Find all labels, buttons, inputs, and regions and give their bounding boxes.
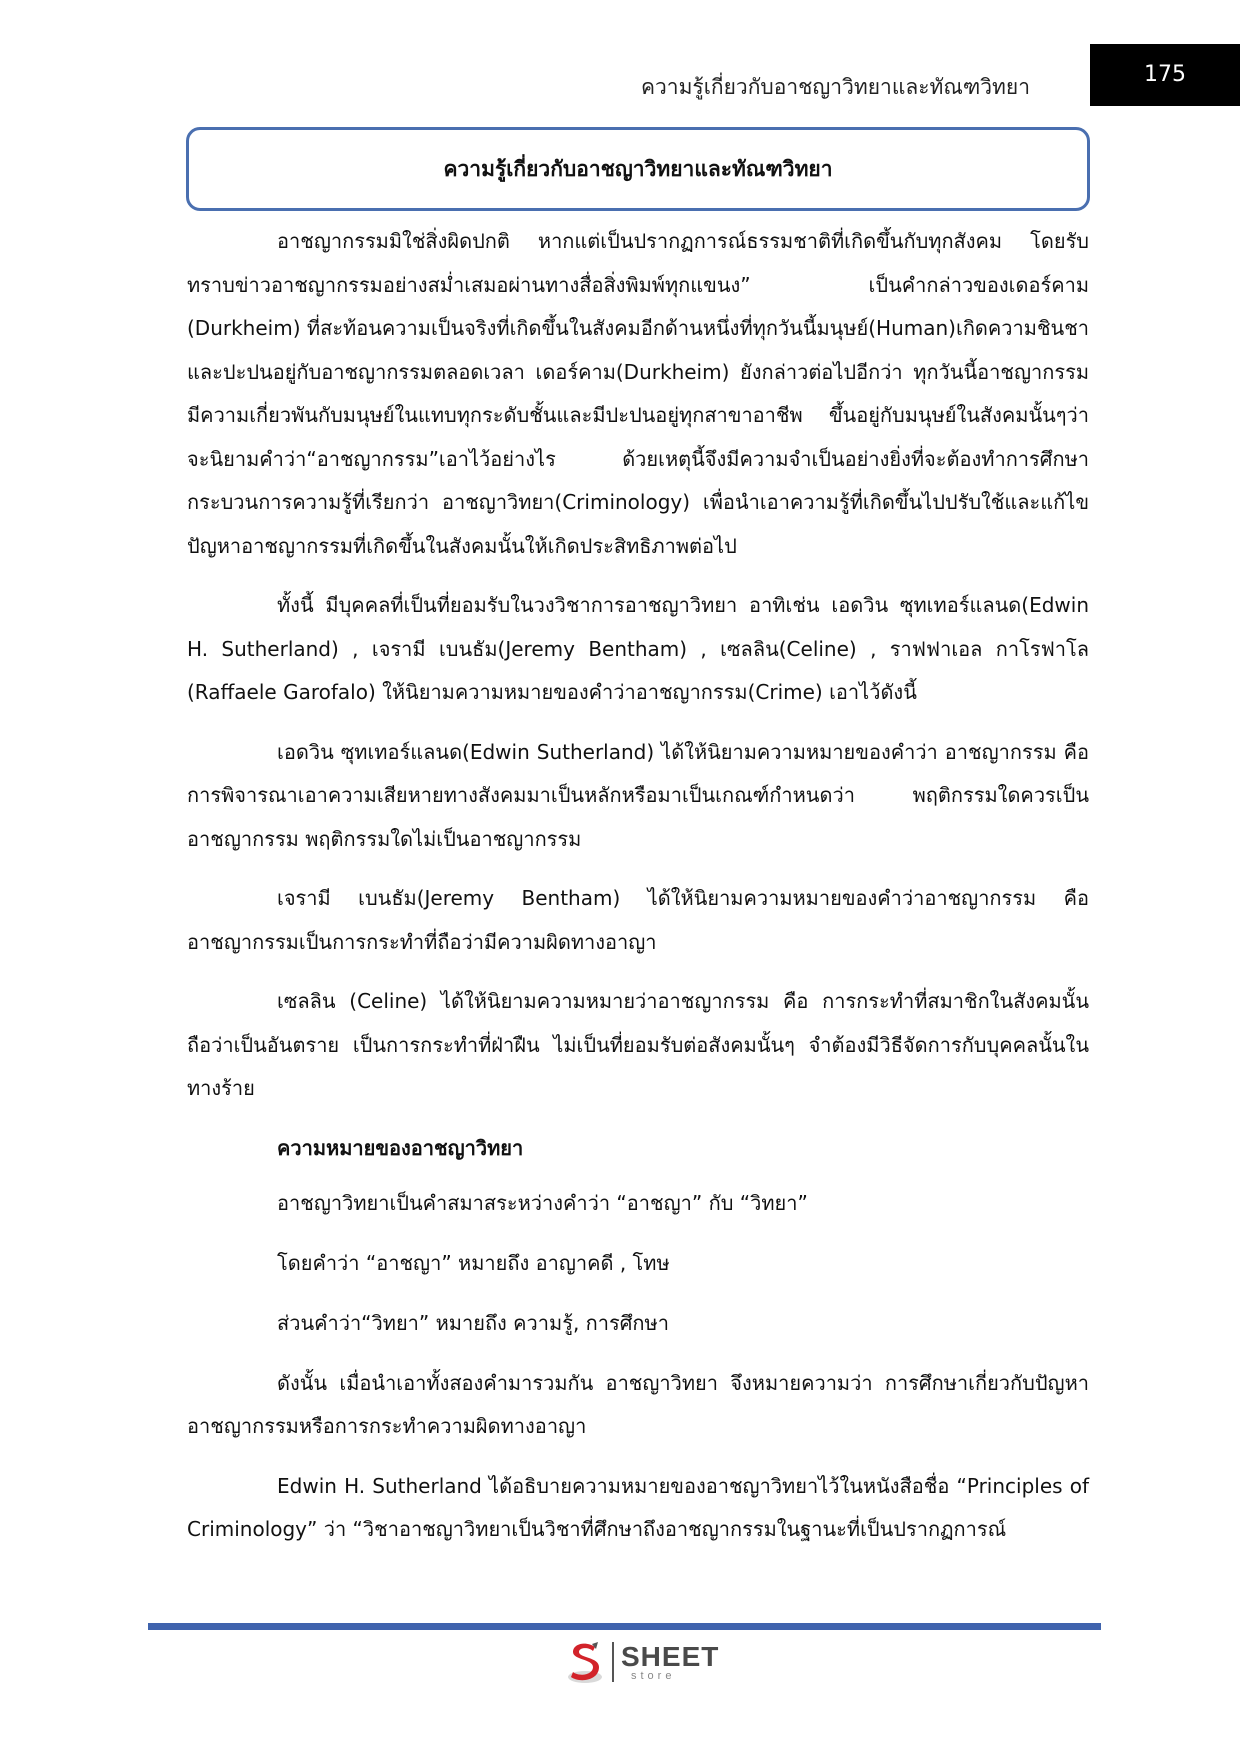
paragraph-definitions-intro: ทั้งนี้ มีบุคคลที่เป็นที่ยอมรับในวงวิชาการอาชญาวิทยา อาทิเช่น เอดวิน ซุทเทอร์แลนด(Edwin H. Sutherland) , เจรามี เบนธัม(Jeremy Bentham) , เซลลิน(Celine) , ราฟฟาเอล กาโรฟาโล (Raffaele Garofalo) ให้นิยามความหมายของคำว่าอาชญากรรม(Crime) เอาไว้ดังนี้ [187,593,1089,704]
logo-divider [612,1642,614,1682]
logo-text-group [621,1640,720,1682]
sheet-logo-icon [565,1639,605,1685]
logo-subtext: store [631,1669,676,1682]
paragraph-sutherland-book: Edwin H. Sutherland ได้อธิบายความหมายของอาชญาวิทยาไว้ในหนังสือชื่อ “Principles of Criminology” ว่า “วิชาอาชญาวิทยาเป็นวิชาที่ศึกษาถึงอาชญากรรมในฐานะที่เป็นปรากฏการณ์ [187,1473,1089,1541]
chapter-title-box [186,127,1090,211]
etymology-line-3: ส่วนคำว่า“วิทยา” หมายถึง ความรู้, การศึกษา [277,1310,669,1335]
document-body [187,220,1089,1568]
sheet-store-logo [565,1634,719,1690]
paragraph-sutherland-definition: เอดวิน ซุทเทอร์แลนด(Edwin Sutherland) ได้ให้นิยามความหมายของคำว่า อาชญากรรม คือ การพิจารณาเอาความเสียหายทางสังคมมาเป็นหลักหรือมาเป็นเกณฑ์กำหนดว่า พฤติกรรมใดควรเป็นอาชญากรรม พฤติกรรมใดไม่เป็นอาชญากรรม [187,739,1089,851]
paragraph-intro: อาชญากรรมมิใช่สิ่งผิดปกติ หากแต่เป็นปรากฏการณ์ธรรมชาติที่เกิดขึ้นกับทุกสังคม โดยรับทราบข่าวอาชญากรรมอย่างสม่ำเสมอผ่านทางสื่อสิ่งพิมพ์ทุกแขนง” เป็นคำกล่าวของเดอร์คาม (Durkheim) ที่สะท้อนความเป็นจริงที่เกิดขึ้นในสังคมอีกด้านหนึ่งที่ทุกวันนี้มนุษย์(Human)เกิดความชินชาและปะปนอยู่กับอาชญากรรมตลอดเวลา เดอร์คาม(Durkheim) ยังกล่าวต่อไปอีกว่า ทุกวันนี้อาชญากรรมมีความเกี่ยวพันกับมนุษย์ในแทบทุกระดับชั้นและมีปะปนอยู่ทุกสาขาอาชีพ ขึ้นอยู่กับมนุษย์ในสังคมนั้นๆว่าจะนิยามคำว่า“อาชญากรรม”เอาไว้อย่างไร ด้วยเหตุนี้จึงมีความจำเป็นอย่างยิ่งที่จะต้องทำการศึกษากระบวนการความรู้ที่เรียกว่า อาชญาวิทยา(Criminology) เพื่อนำเอาความรู้ที่เกิดขึ้นไปปรับใช้และแก้ไขปัญหาอาชญากรรมที่เกิดขึ้นในสังคมนั้นให้เกิดประสิทธิภาพต่อไป [187,229,1089,558]
logo-wordmark: SHEET [621,1640,720,1672]
paragraph-bentham-definition: เจรามี เบนธัม(Jeremy Bentham) ได้ให้นิยามความหมายของคำว่าอาชญากรรม คือ อาชญากรรมเป็นการกระทำที่ถือว่ามีความผิดทางอาญา [187,886,1089,954]
section-heading: ความหมายของอาชญาวิทยา [277,1135,524,1160]
page-number: 175 [1090,44,1240,106]
paragraph-celine-definition: เซลลิน (Celine) ได้ให้นิยามความหมายว่าอาชญากรรม คือ การกระทำที่สมาชิกในสังคมนั้นถือว่าเป็นอันตราย เป็นการกระทำที่ฝ่าฝืน ไม่เป็นที่ยอมรับต่อสังคมนั้นๆ จำต้องมีวิธีจัดการกับบุคคลนั้นในทางร้าย [187,989,1089,1100]
chapter-title: ความรู้เกี่ยวกับอาชญาวิทยาและทัณฑวิทยา [443,156,833,181]
footer-rule [148,1623,1101,1630]
paragraph-conclusion: ดังนั้น เมื่อนำเอาทั้งสองคำมารวมกัน อาชญาวิทยา จึงหมายความว่า การศึกษาเกี่ยวกับปัญหาอาชญากรรมหรือการกระทำความผิดทางอาญา [187,1370,1089,1438]
running-header-title: ความรู้เกี่ยวกับอาชญาวิทยาและทัณฑวิทยา [640,75,1030,99]
etymology-line-1: อาชญาวิทยาเป็นคำสมาสระหว่างคำว่า “อาชญา” กับ “วิทยา” [277,1190,808,1215]
etymology-line-2: โดยคำว่า “อาชญา” หมายถึง อาญาคดี , โทษ [277,1250,670,1275]
